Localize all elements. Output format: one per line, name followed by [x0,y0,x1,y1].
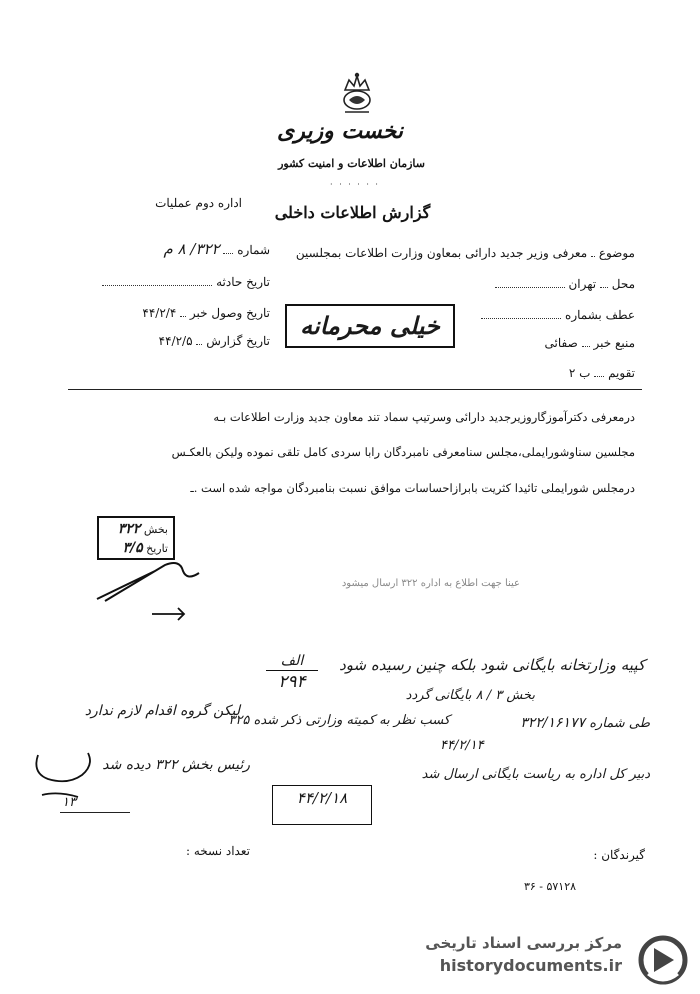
rating-label: تقویم [608,366,635,380]
source-label: منبع خبر [593,336,635,350]
body-line-3: درمجلس شورایملی تائیدا کثریت بابرازاحساسات موافق نسبت بنامبردگان مواجه شده است .ـ [190,481,635,495]
handwritten-line-3-left: لیکن گروه اقدام لازم ندارد [84,703,240,719]
organization-name: سازمان اطلاعات و امنیت کشور [278,157,425,170]
rating-row [500,366,635,380]
section-stamp-row-1 [118,521,168,537]
rating-value: ب ۲ [568,366,591,380]
handwritten-line-3-mid: کسب نظر به کمیته وزارتی ذکر شده ۳۲۵ [228,713,450,728]
margin-number: ۱۳ [62,795,76,810]
margin-underline [60,812,130,813]
place-value: تهران [568,277,597,291]
crown-emblem-icon [337,70,377,114]
receipt-date-value: ۴۴/۲/۴ [142,306,177,320]
date-label: تاریخ [146,542,168,555]
reference-row [455,308,635,322]
ministry-title: نخست وزیری [277,118,403,144]
source-row [455,336,635,350]
handwritten-line-4-right: دبیر کل اداره به ریاست بایگانی ارسال شد [421,767,650,782]
report-date-row [70,334,270,348]
number-reference-value: ۳۲۲/۱۶۱۷۷ [520,715,586,731]
section-label: بخش [143,523,168,536]
subject-value: معرفی وزیر جدید دارائی بمعاون وزارت اطلاعات بمجلسین [295,246,588,260]
number-reference-date: ۴۴/۲/۱۴ [440,738,484,753]
arrow-mark-icon [148,606,188,622]
source-value: صفائی [544,336,578,350]
section-stamp [97,516,175,560]
body-line-1: درمعرفی دکترآموزگاروزیرجدید دارائی وسرتیپ سماد تند معاون جدید وزارت اطلاعات بـه [213,410,635,424]
body-line-2: مجلسین سناوشورایملی،مجلس سنامعرفی نامبردگان رابا سردی کامل تلقی نموده ولیکن بالعکـس [171,445,635,459]
report-date-label: تاریخ گزارش [206,334,270,348]
subject-label: موضوع [598,246,635,260]
place-label: محل [611,277,635,291]
incident-date-row [70,275,270,289]
classification-stamp [285,304,455,348]
watermark-logo [410,932,700,994]
signature-scribble-icon [95,555,215,605]
fraction-bottom: ۲۹۴ [278,672,306,692]
report-date-value: ۴۴/۲/۵ [158,334,193,348]
received-date-value: ۴۴/۲/۱۸ [296,789,348,807]
fraction-top: الف [280,653,304,669]
header-dots: · · · · · · [330,180,380,189]
form-number: ۳۶ - ۵۷۱۲۸ [523,880,577,893]
number-label: شماره [237,243,270,257]
reference-label: عطف بشماره [565,308,635,322]
office-label: اداره دوم عملیات [155,196,242,210]
fraction-note [262,653,322,692]
number-value: ۳۲۲/ ۸ م [163,240,220,258]
copies-label: تعداد نسخه : [185,844,250,858]
handwritten-line-4-left: رئیس بخش ۳۲۲ دیده شد [102,757,250,773]
section-stamp-row-2 [122,540,168,556]
received-date-stamp [272,785,372,825]
incident-date-label: تاریخ حادثه [216,275,270,289]
forwarding-note: عینا جهت اطلاع به اداره ۳۲۲ ارسال میشود [341,578,520,589]
recipients-label: گیرندگان : [593,848,645,862]
header-divider [68,389,642,390]
place-row [435,277,635,291]
archive-logo-icon [634,934,692,986]
fraction-divider [266,670,318,671]
report-title: گزارش اطلاعات داخلی [274,203,431,222]
watermark-url: historydocuments.ir [439,956,622,975]
handwritten-line-2: بخش ۳ / ۸ بایگانی گردد [405,688,535,703]
number-reference [440,715,650,731]
handwritten-line-1: کپیه وزارتخانه بایگانی شود بلکه چنین رسیده شود [339,656,645,674]
section-value: ۳۲۲ [117,521,141,537]
number-reference-label: طی شماره [589,716,650,731]
receipt-date-label: تاریخ وصول خبر [189,306,270,320]
date-value: ۳/۵ [122,540,143,556]
receipt-date-row [70,306,270,320]
classification-text: خیلی محرمانه [300,311,440,340]
subject-row [235,246,635,260]
watermark-title: مرکز بررسی اسناد تاریخی [425,934,622,952]
